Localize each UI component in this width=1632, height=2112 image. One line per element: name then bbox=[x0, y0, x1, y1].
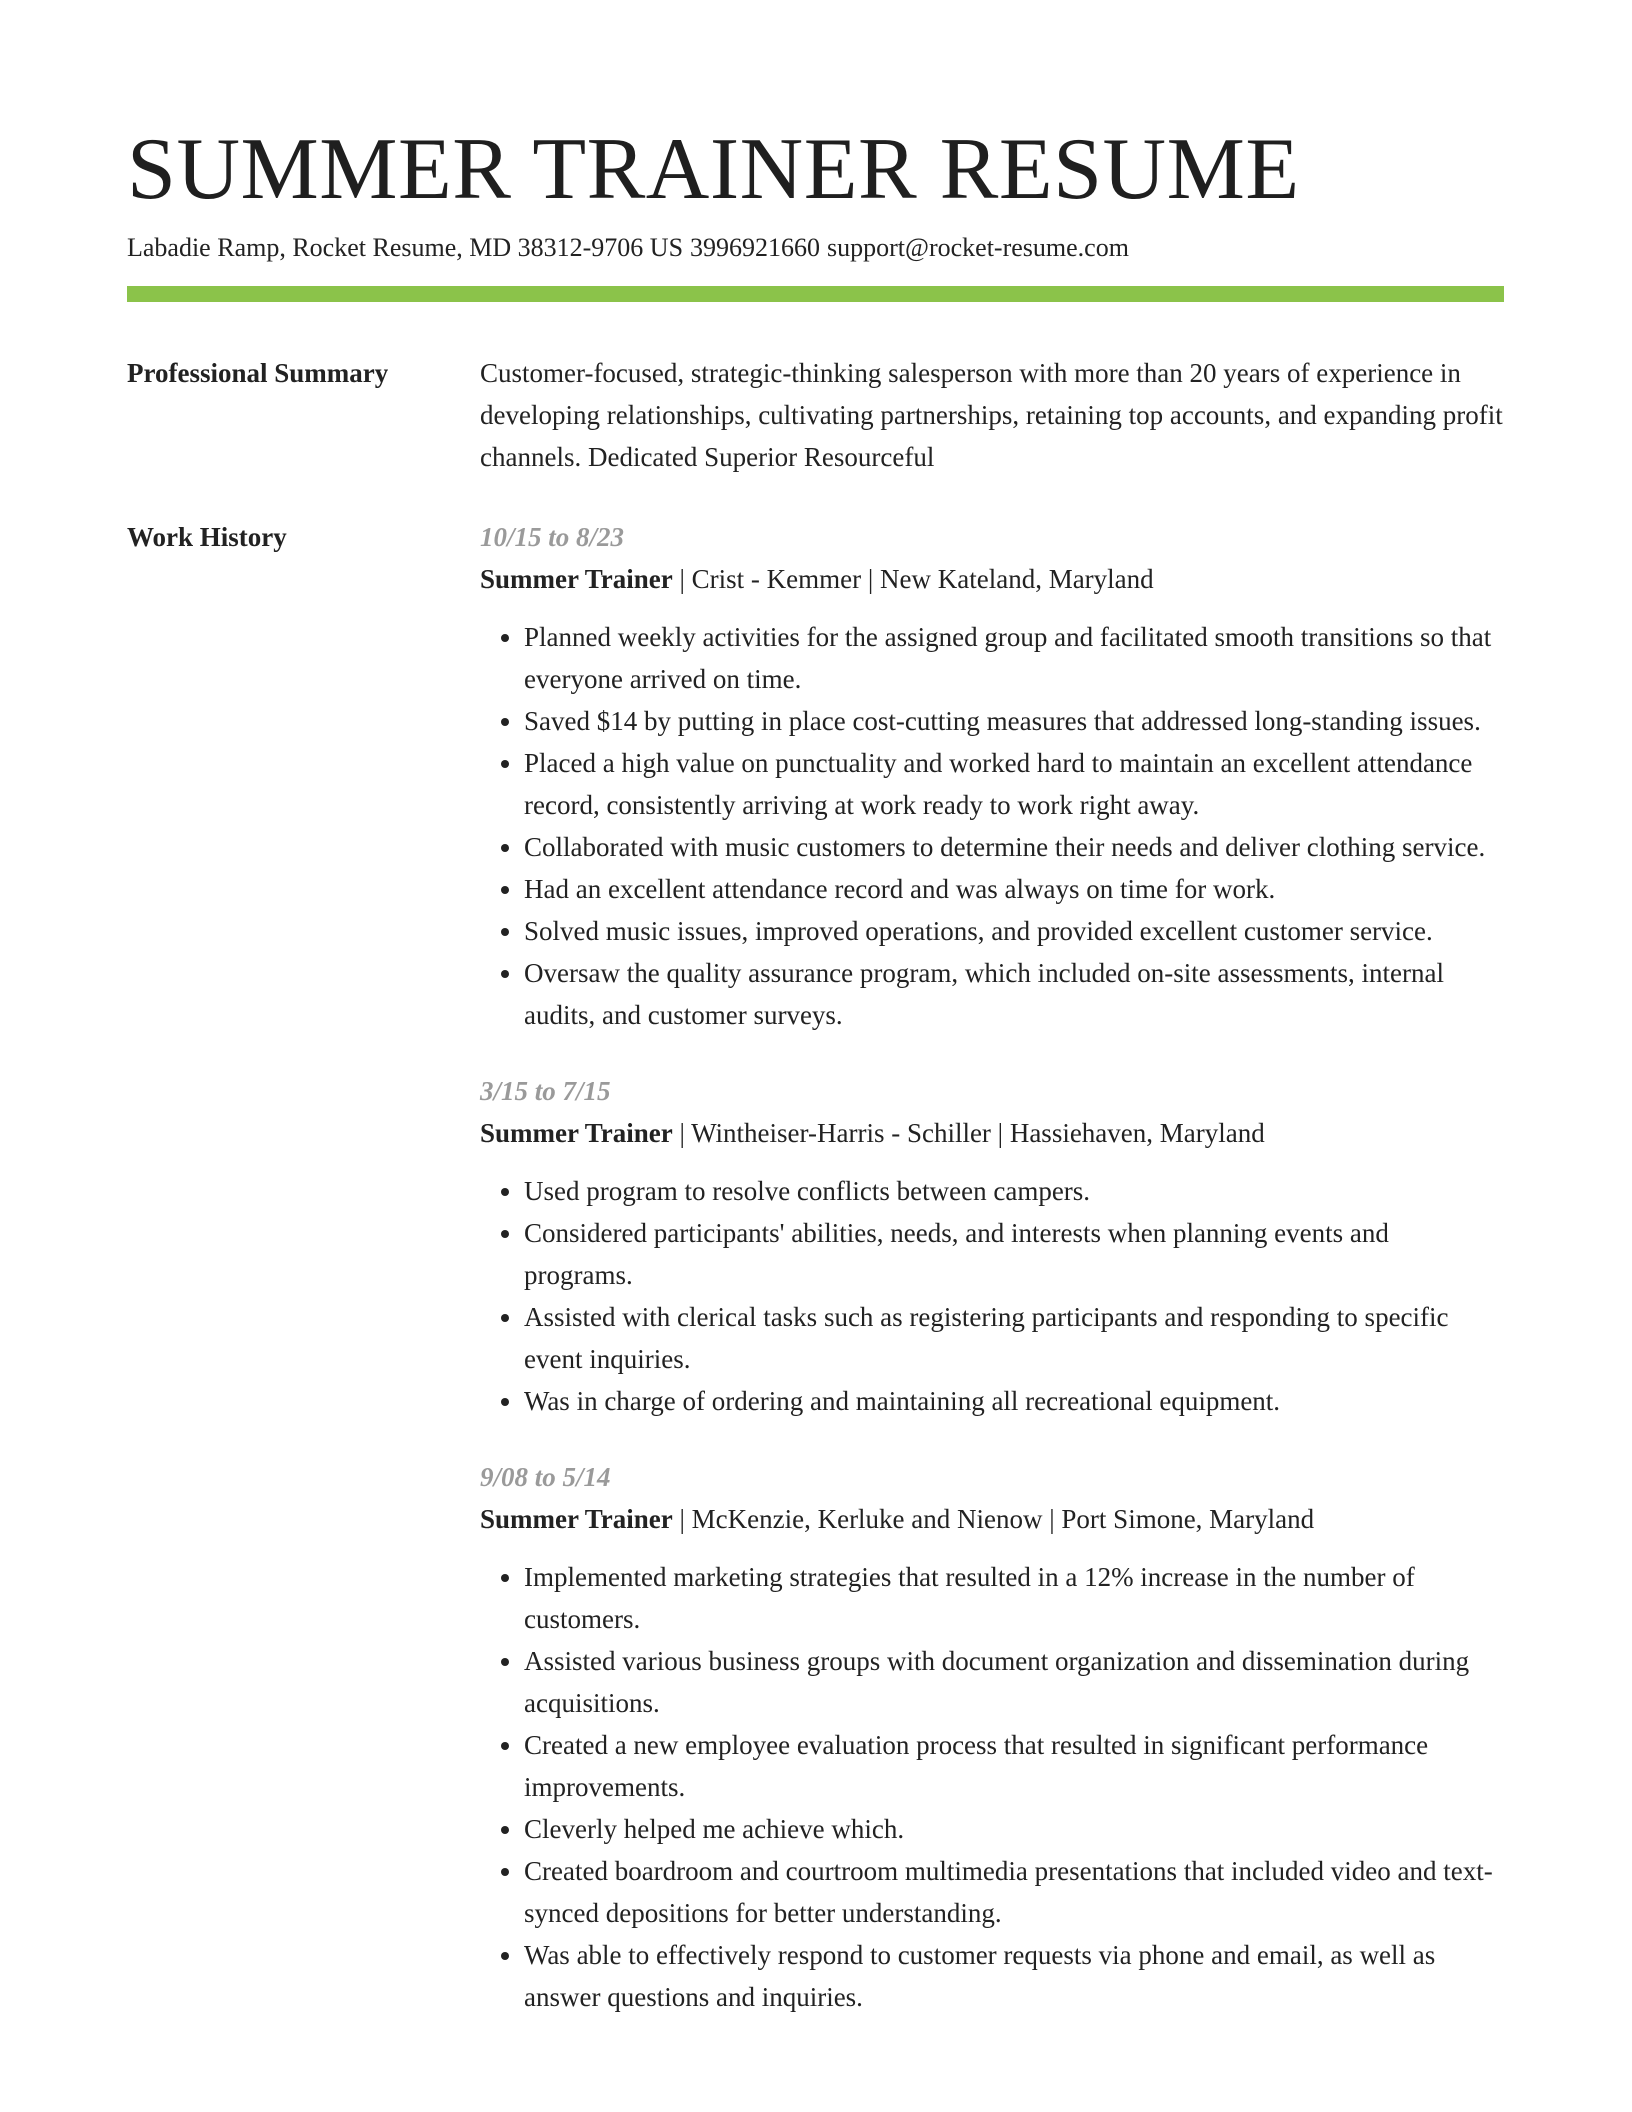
contact-line bbox=[127, 230, 1504, 266]
job-bullet: • Created boardroom and courtroom multimedia presentations that included video and text-synced depositions for better understanding. bbox=[524, 1850, 1504, 1934]
job-heading bbox=[480, 1498, 1504, 1540]
job-bullet: • Cleverly helped me achieve which. bbox=[524, 1808, 1504, 1850]
job-bullets bbox=[480, 616, 1504, 1036]
job-heading bbox=[480, 558, 1504, 600]
contact-email: support@rocket-resume.com bbox=[827, 233, 1129, 262]
job-bullet: • Had an excellent attendance record and was always on time for work. bbox=[524, 868, 1504, 910]
accent-divider bbox=[127, 286, 1504, 302]
resume-page bbox=[127, 118, 1504, 2052]
job-employer-location: | McKenzie, Kerluke and Nienow | Port Simone, Maryland bbox=[672, 1504, 1315, 1534]
summary-label: Professional Summary bbox=[127, 358, 389, 388]
job-dates: 9/08 to 5/14 bbox=[480, 1462, 611, 1492]
job-bullet: • Considered participants' abilities, needs, and interests when planning events and programs. bbox=[524, 1212, 1504, 1296]
job-bullets bbox=[480, 1170, 1504, 1422]
work-history-section bbox=[127, 516, 1504, 2052]
contact-address: Labadie Ramp, Rocket Resume, MD 38312-9706 US bbox=[127, 233, 684, 262]
job-bullet: • Collaborated with music customers to determine their needs and deliver clothing service. bbox=[524, 826, 1504, 868]
job-bullet: • Was in charge of ordering and maintaining all recreational equipment. bbox=[524, 1380, 1504, 1422]
job-dates: 10/15 to 8/23 bbox=[480, 522, 625, 552]
job-heading bbox=[480, 1112, 1504, 1154]
job-bullet: • Placed a high value on punctuality and worked hard to maintain an excellent attendance record, consistently arriving at work ready to work right away. bbox=[524, 742, 1504, 826]
summary-section bbox=[127, 352, 1504, 478]
work-history-label: Work History bbox=[127, 522, 287, 552]
job-bullet: • Assisted various business groups with document organization and dissemination during acquisitions. bbox=[524, 1640, 1504, 1724]
job-bullet: • Assisted with clerical tasks such as registering participants and responding to specific event inquiries. bbox=[524, 1296, 1504, 1380]
job-bullet: • Oversaw the quality assurance program, which included on-site assessments, internal audits, and customer surveys. bbox=[524, 952, 1504, 1036]
job-bullets bbox=[480, 1556, 1504, 2018]
job-bullet: • Created a new employee evaluation process that resulted in significant performance improvements. bbox=[524, 1724, 1504, 1808]
job-bullet: • Solved music issues, improved operations, and provided excellent customer service. bbox=[524, 910, 1504, 952]
job-bullet: • Implemented marketing strategies that resulted in a 12% increase in the number of customers. bbox=[524, 1556, 1504, 1640]
job-bullet: • Planned weekly activities for the assigned group and facilitated smooth transitions so that everyone arrived on time. bbox=[524, 616, 1504, 700]
job-entry bbox=[480, 516, 1504, 1036]
job-entry bbox=[480, 1070, 1504, 1422]
job-title: Summer Trainer bbox=[480, 1118, 673, 1148]
resume-title: SUMMER TRAINER RESUME bbox=[127, 121, 1300, 218]
work-history-list bbox=[480, 516, 1504, 2052]
contact-phone: 3996921660 bbox=[690, 233, 821, 262]
job-title: Summer Trainer bbox=[480, 1504, 673, 1534]
job-bullet: • Used program to resolve conflicts between campers. bbox=[524, 1170, 1504, 1212]
job-entry bbox=[480, 1456, 1504, 2018]
job-employer-location: | Wintheiser-Harris - Schiller | Hassiehaven, Maryland bbox=[672, 1118, 1265, 1148]
job-bullet: • Saved $14 by putting in place cost-cutting measures that addressed long-standing issues. bbox=[524, 700, 1504, 742]
summary-text: Customer-focused, strategic-thinking salesperson with more than 20 years of experience in developing relationships, cultivating partnerships, retaining top accounts, and expanding profit channels. Dedicated Superior Resourceful bbox=[480, 358, 1503, 472]
job-dates: 3/15 to 7/15 bbox=[480, 1076, 611, 1106]
job-employer-location: | Crist - Kemmer | New Kateland, Maryland bbox=[672, 564, 1154, 594]
job-title: Summer Trainer bbox=[480, 564, 673, 594]
job-bullet: • Was able to effectively respond to customer requests via phone and email, as well as answer questions and inquiries. bbox=[524, 1934, 1504, 2018]
